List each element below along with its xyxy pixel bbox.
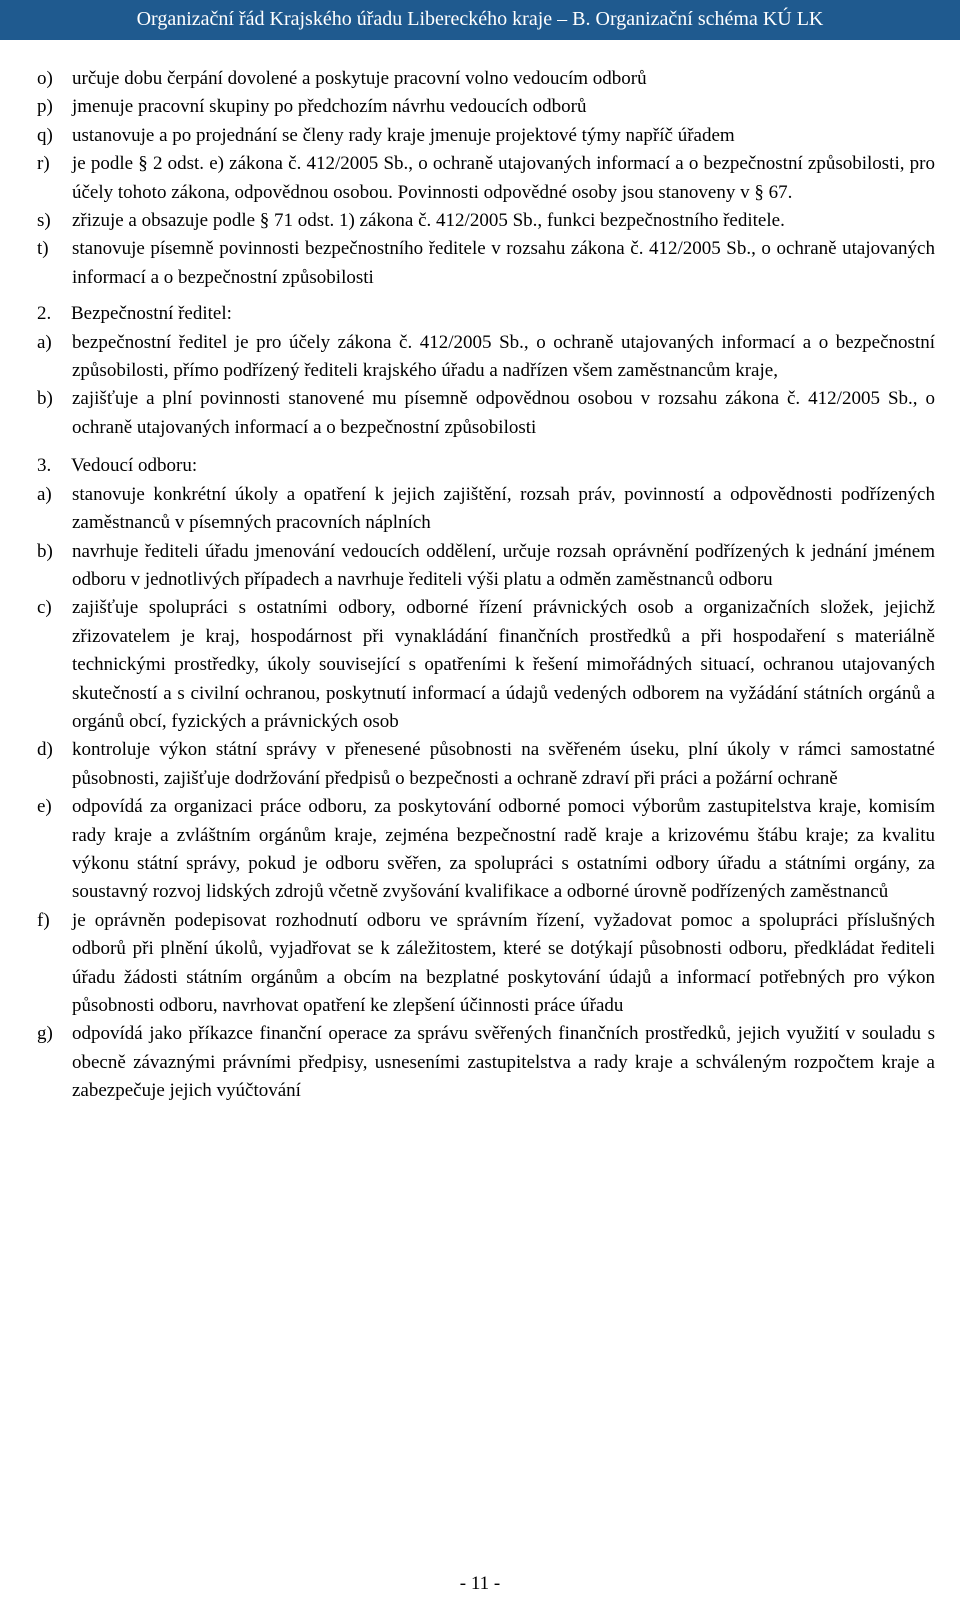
list-item-text: ustanovuje a po projednání se členy rady kraje jmenuje projektové týmy napříč úřadem — [72, 124, 735, 146]
spacer — [37, 292, 935, 300]
list-item-f — [37, 907, 935, 1021]
list-item-text: stanovuje konkrétní úkoly a opatření k jejich zajištění, rozsah práv, povinností a odpovědnosti podřízených zaměstnanců v písemných pracovních náplních — [72, 483, 935, 534]
list-item-text: stanovuje písemně povinnosti bezpečnostního ředitele v rozsahu zákona č. 412/2005 Sb., o ochraně utajovaných informací a o bezpečnostní způsobilosti — [72, 238, 935, 288]
list-marker: d) — [37, 739, 53, 761]
section-2 — [37, 300, 935, 442]
list-item-text: zřizuje a obsazuje podle § 71 odst. 1) zákona č. 412/2005 Sb., funkci bezpečnostního ředitele. — [72, 210, 785, 232]
list-item-text: odpovídá jako příkazce finanční operace za správu svěřených finančních prostředků, jejich využití v souladu s obecně závaznými právními předpisy, usneseními zastupitelstva a rady kraje a schváleným rozpočtem kraje a zabezpečuje jejich vyúčtování — [72, 1023, 935, 1102]
list-marker: e) — [37, 796, 52, 818]
section-heading — [37, 452, 935, 480]
list-item-text: zajišťuje a plní povinnosti stanovené mu písemně odpovědnou osobou v rozsahu zákona č. 412/2005 Sb., o ochraně utajovaných informací a o bezpečnostní způsobilosti — [72, 388, 935, 438]
list-item-e — [37, 793, 935, 907]
list-item-text: kontroluje výkon státní správy v přenesené působnosti na svěřeném úseku, plní úkoly v rámci samostatné působnosti, zajišťuje dodržování předpisů o bezpečnosti a ochraně zdraví při práci a požární ochraně — [72, 739, 935, 789]
list-item-b — [37, 385, 935, 442]
list-marker: a) — [37, 483, 52, 505]
list-item-text: bezpečnostní ředitel je pro účely zákona č. 412/2005 Sb., o ochraně utajovaných informací a o bezpečnostní způsobilosti, přímo podřízený řediteli krajského úřadu a nadřízen všem zaměstnancům kraje, — [72, 331, 935, 382]
list-marker: b) — [37, 540, 53, 562]
section-title: Bezpečnostní ředitel: — [71, 303, 232, 325]
list-item-t — [37, 235, 935, 292]
list-item-o — [37, 65, 935, 93]
list-item-text: určuje dobu čerpání dovolené a poskytuje pracovní volno vedoucím odborů — [72, 68, 647, 89]
section-number: 2. — [37, 303, 52, 325]
list-item-q — [37, 122, 935, 150]
list-item-r — [37, 150, 935, 207]
spacer — [37, 442, 935, 452]
document-body — [37, 65, 935, 1106]
list-marker: o) — [37, 68, 53, 89]
list-item-a — [37, 481, 935, 538]
list-marker: g) — [37, 1023, 53, 1045]
list-marker: s) — [37, 210, 51, 232]
section-number: 3. — [37, 455, 52, 477]
section-3 — [37, 452, 935, 1105]
list-item-text: je oprávněn podepisovat rozhodnutí odboru ve správním řízení, vyžadovat pomoc a spolupráci příslušných odborů při plnění úkolů, vyjadřovat se k záležitostem, které se dotýkají působnosti odboru, předkládat řediteli úřadu žádosti státním orgánům a obcím na bezplatné poskytování údajů a informací potřebných pro výkon působnosti odboru, navrhovat opatření ke zlepšení účinnosti práce úřadu — [72, 909, 935, 1016]
list-marker: b) — [37, 388, 53, 410]
header-title: Organizační řád Krajského úřadu Libereckého kraje – B. Organizační schéma KÚ LK — [136, 8, 824, 30]
list-marker: f) — [37, 909, 50, 931]
list-marker: t) — [37, 238, 49, 260]
list-item-p — [37, 93, 935, 121]
list-marker: r) — [37, 153, 50, 175]
list-marker: q) — [37, 124, 53, 146]
list-item-text: jmenuje pracovní skupiny po předchozím návrhu vedoucích odborů — [72, 96, 587, 118]
list-item-d — [37, 736, 935, 793]
list-item-text: zajišťuje spolupráci s ostatními odbory, odborné řízení právnických osob a organizačních složek, jejichž zřizovatelem je kraj, hospodárnost při vynakládání finančních prostředků a při hospodaření s materiálně technickými prostředky, úkoly související s opatřeními k řešení mimořádných situací, ochranou utajovaných skutečností a s civilní ochranou, poskytnutí informací a údajů vedených odborem na vyžádání státních orgánů a orgánů obcí, fyzických a právnických osob — [72, 597, 935, 732]
section-heading — [37, 300, 935, 328]
document-header — [0, 0, 960, 40]
list-item-s — [37, 207, 935, 235]
section-title: Vedoucí odboru: — [71, 455, 198, 477]
list-marker: p) — [37, 96, 53, 118]
list-item-g — [37, 1020, 935, 1105]
list-item-text: odpovídá za organizaci práce odboru, za poskytování odborné pomoci výborům zastupitelstva kraje, komisím rady kraje a zvláštním orgánům kraje, zejména bezpečnostní radě kraje a krizovému štábu kraje; za kvalitu výkonu státní správy, pokud je odboru svěřen, za spolupráci s ostatními odbory úřadu a státními orgány, za soustavný rozvoj lidských zdrojů včetně zvyšování kvalifikace a odborné úrovně podřízených zaměstnanců — [72, 796, 935, 903]
list-item-a — [37, 329, 935, 386]
page-number: - 11 - — [459, 1573, 501, 1594]
list-item-c — [37, 594, 935, 736]
list-item-text: navrhuje řediteli úřadu jmenování vedoucích oddělení, určuje rozsah oprávnění podřízených k jednání jménem odboru v jednotlivých případech a navrhuje řediteli výši platu a odměn zaměstnanců odboru — [72, 540, 935, 590]
section-1-list — [37, 65, 935, 292]
list-marker: c) — [37, 597, 52, 619]
list-marker: a) — [37, 331, 52, 353]
list-item-text: je podle § 2 odst. e) zákona č. 412/2005 Sb., o ochraně utajovaných informací a o bezpečnostní způsobilosti, pro účely tohoto zákona, odpovědnou osobou. Povinnosti odpovědné osoby jsou stanoveny v § 67. — [72, 153, 935, 203]
list-item-b — [37, 538, 935, 595]
